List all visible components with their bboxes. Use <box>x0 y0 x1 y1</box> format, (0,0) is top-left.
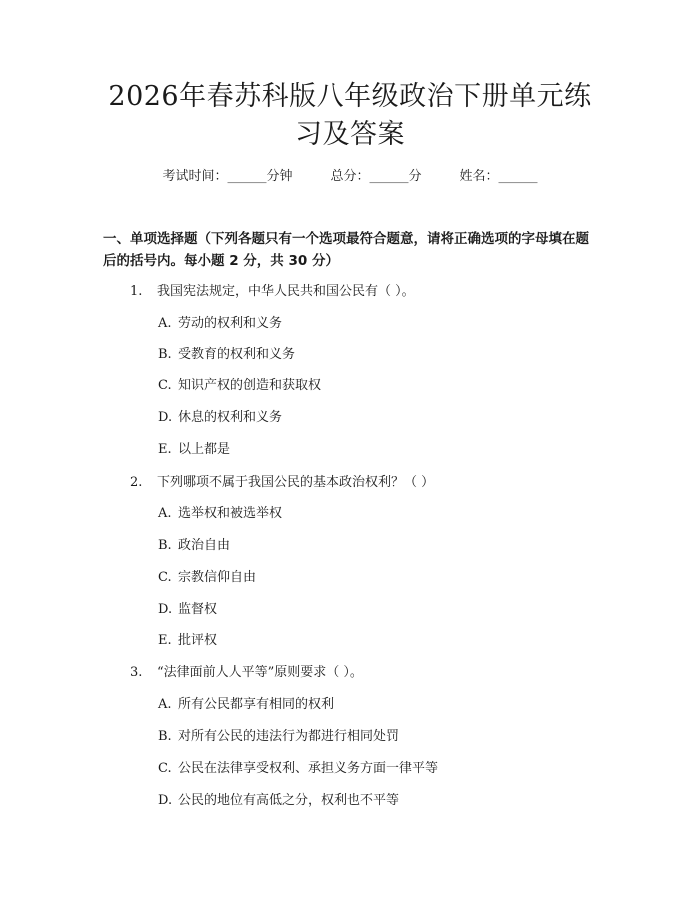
question-text: “法律面前人人平等”原则要求（ ）。 <box>157 665 363 680</box>
option-text: 受教育的权利和义务 <box>178 347 296 362</box>
option-text: 知识产权的创造和获取权 <box>178 378 322 393</box>
option <box>158 409 282 427</box>
exam-name: 姓名：______ <box>459 169 538 184</box>
option <box>158 632 217 650</box>
option-letter: D. <box>158 410 173 425</box>
option-letter: A. <box>158 697 172 712</box>
option-letter: E. <box>158 633 172 648</box>
option-letter: C. <box>158 761 172 776</box>
question-text: 我国宪法规定，中华人民共和国公民有（ ）。 <box>157 284 415 299</box>
option <box>158 792 399 810</box>
question-2 <box>130 474 434 492</box>
option <box>158 569 256 587</box>
option-text: 劳动的权利和义务 <box>178 316 283 331</box>
question-1 <box>130 283 415 301</box>
option-letter: D. <box>158 793 173 808</box>
exam-time: 考试时间：______分钟 <box>162 169 293 184</box>
option-text: 监督权 <box>178 602 218 617</box>
option-text: 批评权 <box>178 633 218 648</box>
option-text: 公民的地位有高低之分，权利也不平等 <box>178 793 400 808</box>
question-number: 3. <box>130 665 143 680</box>
option <box>158 728 399 746</box>
question-number: 2. <box>130 475 143 490</box>
option <box>158 537 230 555</box>
option <box>158 441 230 459</box>
option-text: 宗教信仰自由 <box>178 570 257 585</box>
option-letter: A. <box>158 506 172 521</box>
option-letter: B. <box>158 538 172 553</box>
option-text: 以上都是 <box>178 442 231 457</box>
option <box>158 601 217 619</box>
option <box>158 760 438 778</box>
option-letter: C. <box>158 570 172 585</box>
option-letter: D. <box>158 602 173 617</box>
option-text: 选举权和被选举权 <box>178 506 283 521</box>
option <box>158 696 334 714</box>
option-text: 公民在法律享受权利、承担义务方面一律平等 <box>178 761 439 776</box>
exam-meta <box>0 168 700 186</box>
option-letter: A. <box>158 316 172 331</box>
option-text: 对所有公民的违法行为都进行相同处罚 <box>178 729 400 744</box>
exam-score: 总分：______分 <box>330 169 422 184</box>
option-letter: E. <box>158 442 172 457</box>
option-text: 休息的权利和义务 <box>178 410 283 425</box>
option-text: 政治自由 <box>178 538 231 553</box>
option-letter: B. <box>158 729 172 744</box>
option <box>158 315 282 333</box>
option <box>158 377 321 395</box>
option-letter: B. <box>158 347 172 362</box>
question-text: 下列哪项不属于我国公民的基本政治权利？（ ） <box>157 475 435 490</box>
option <box>158 505 282 523</box>
question-3 <box>130 664 363 682</box>
option-text: 所有公民都享有相同的权利 <box>178 697 335 712</box>
document-title: 2026年春苏科版八年级政治下册单元练习及答案 <box>108 81 592 150</box>
option-letter: C. <box>158 378 172 393</box>
section-heading: 一、单项选择题（下列各题只有一个选项最符合题意，请将正确选项的字母填在题后的括号内。每小题 2 分，共 30 分） <box>103 231 589 269</box>
option <box>158 346 295 364</box>
question-number: 1. <box>130 284 143 299</box>
